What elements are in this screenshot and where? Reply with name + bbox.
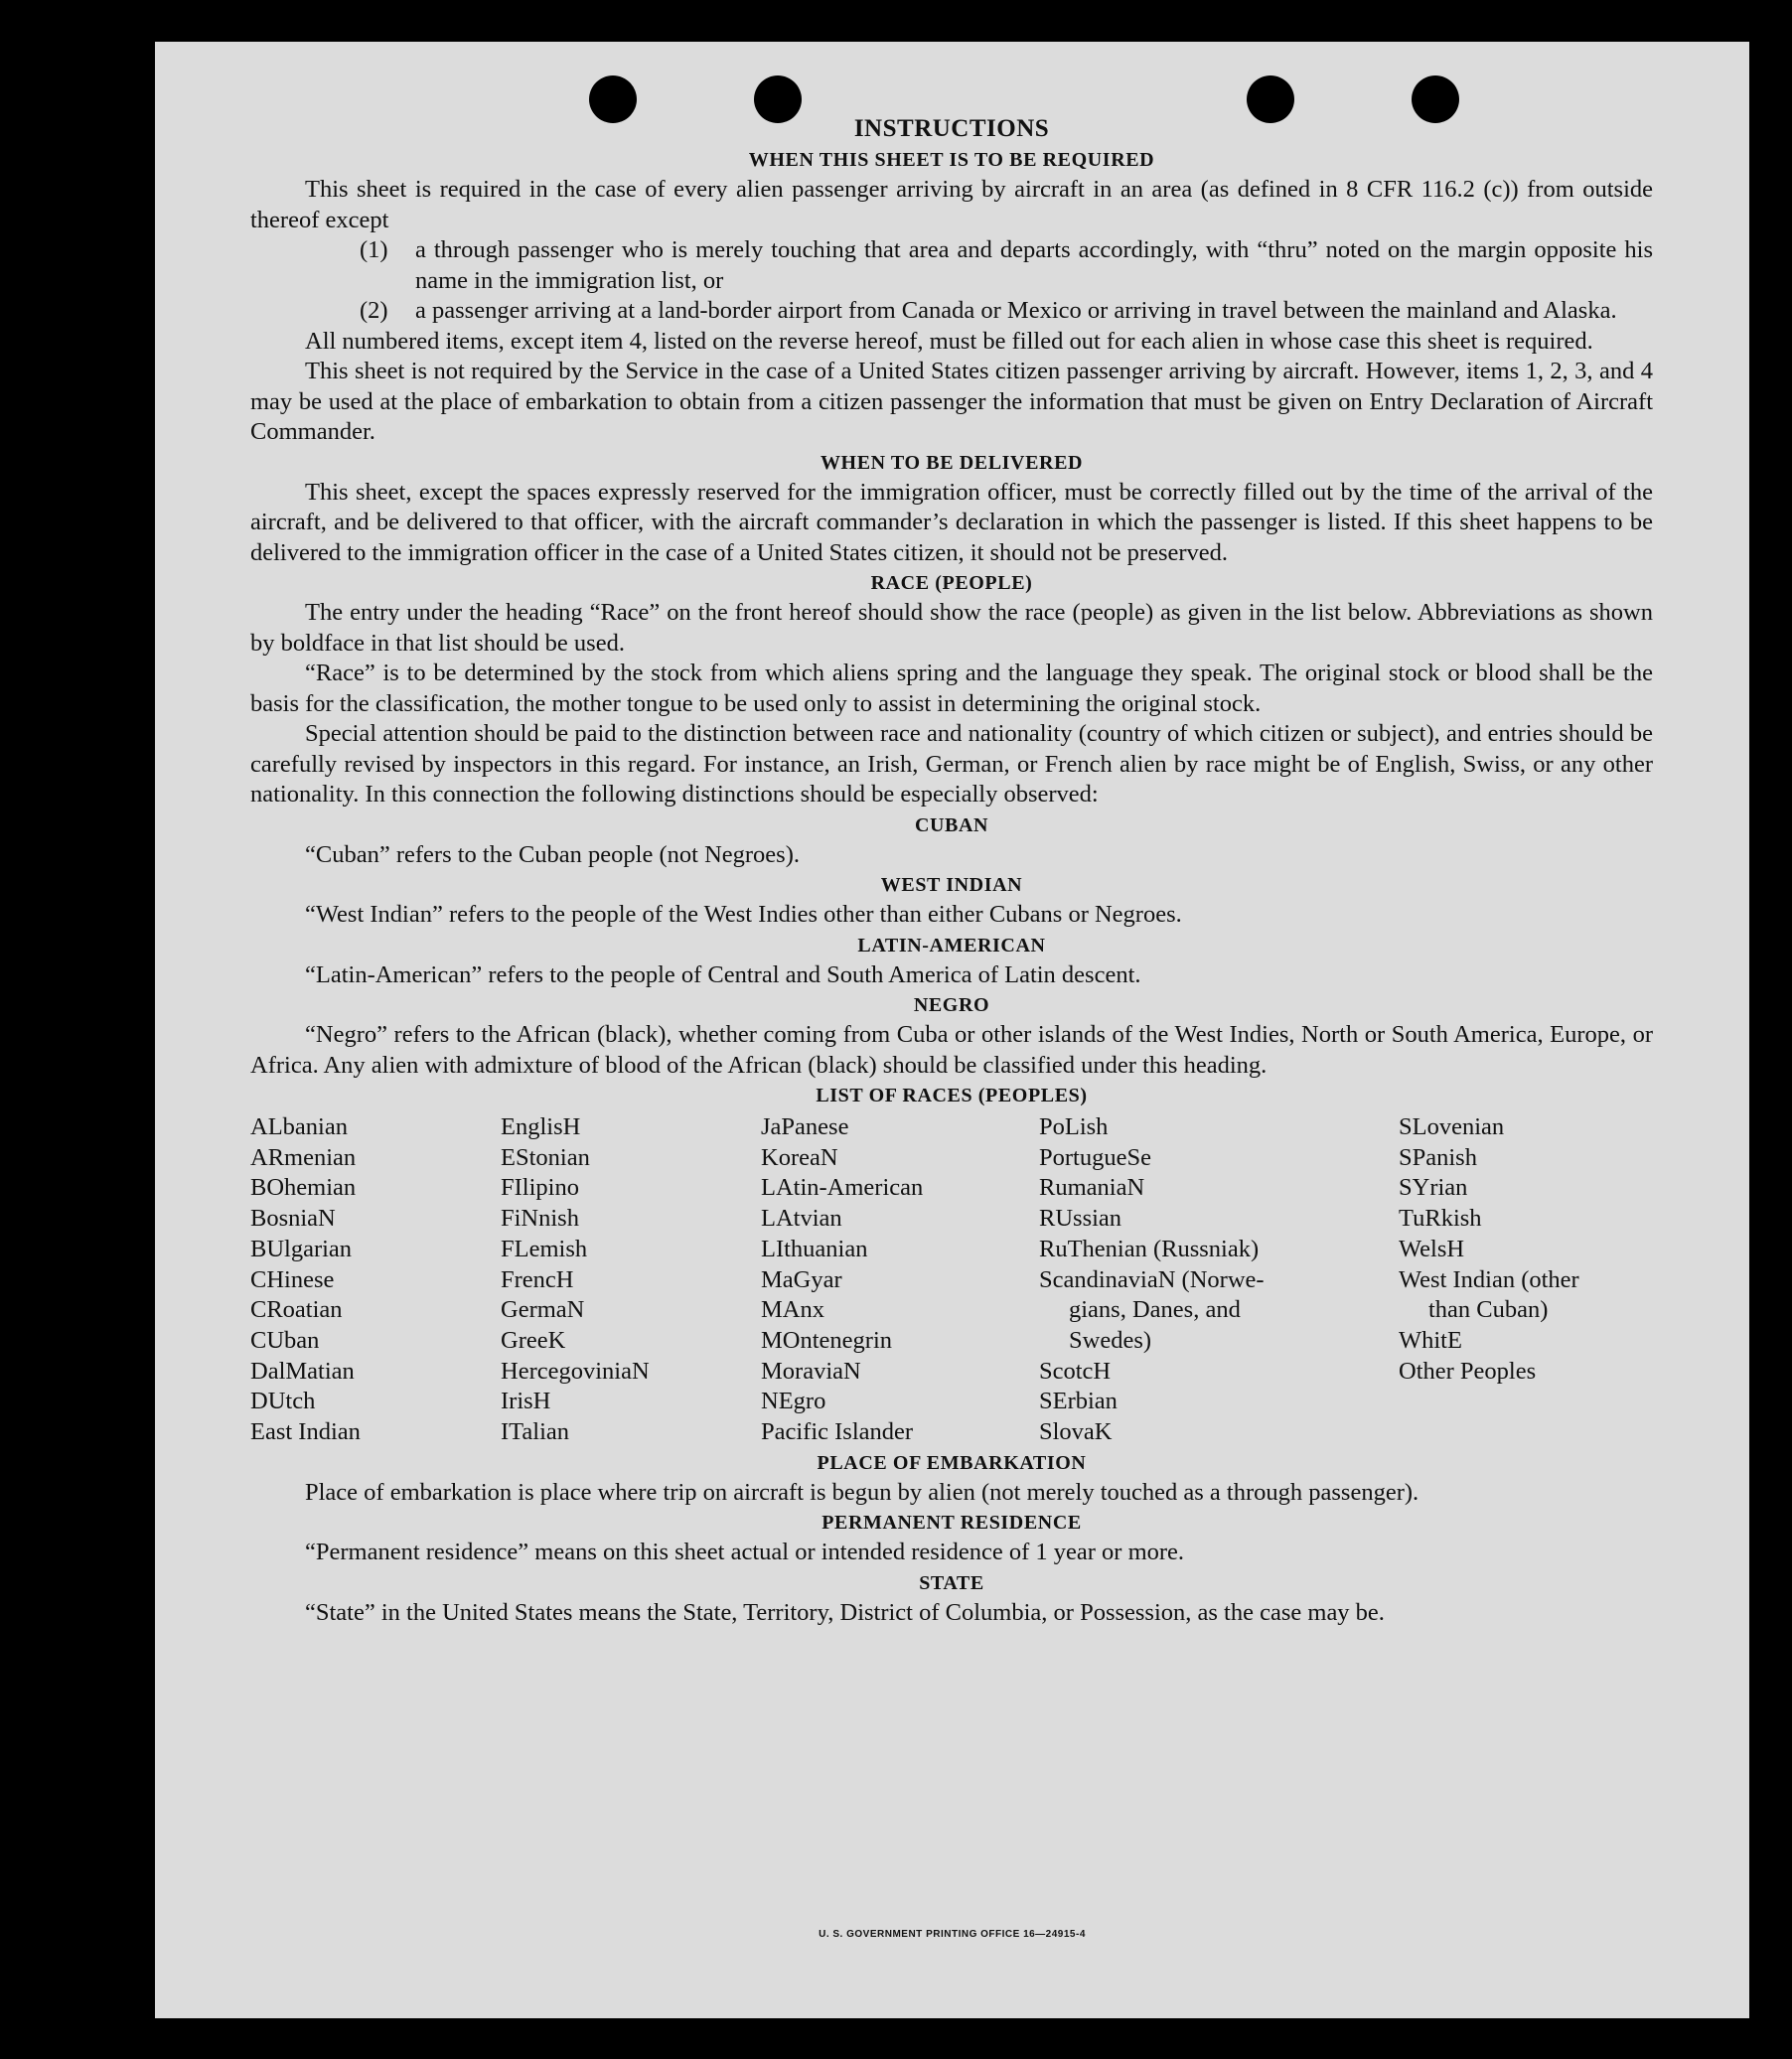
race-item: NEgro xyxy=(761,1388,826,1415)
race-item: WelsH xyxy=(1399,1235,1465,1262)
race-item: BOhemian xyxy=(250,1174,357,1202)
page-title: INSTRUCTIONS xyxy=(853,115,1050,142)
paragraph: “West Indian” refers to the people of the West Indies other than either Cubans or Negroes. xyxy=(305,901,1182,928)
section-heading-required: WHEN THIS SHEET IS TO BE REQUIRED xyxy=(748,149,1155,171)
race-item: GreeK xyxy=(501,1326,566,1354)
race-item: EStonian xyxy=(501,1143,590,1171)
form-sheet xyxy=(155,42,1749,2018)
race-item: RumaniaN xyxy=(1039,1174,1145,1202)
section-heading-latin-american: LATIN-AMERICAN xyxy=(857,934,1046,956)
section-heading-race: RACE (PEOPLE) xyxy=(870,572,1033,594)
race-item: CRoatian xyxy=(250,1296,343,1324)
race-item: IrisH xyxy=(501,1388,551,1415)
section-heading-cuban: CUBAN xyxy=(914,813,989,836)
race-item: SPanish xyxy=(1399,1143,1477,1171)
paragraph: “Cuban” refers to the Cuban people (not Negroes). xyxy=(305,840,800,868)
paragraph: The entry under the heading “Race” on the front hereof should show the race (people) as given in the list below. Abbreviations as shown by boldface in that list should be used. xyxy=(250,599,1653,657)
race-item: PortugueSe xyxy=(1039,1143,1151,1171)
race-item-continuation: Swedes) xyxy=(1069,1326,1152,1354)
race-item: MoraviaN xyxy=(761,1357,861,1385)
race-item: East Indian xyxy=(250,1418,361,1446)
race-item: DUtch xyxy=(250,1388,316,1415)
race-item: ITalian xyxy=(501,1418,570,1446)
race-item: Other Peoples xyxy=(1399,1357,1537,1385)
paragraph: “Negro” refers to the African (black), whether coming from Cuba or other islands of the West Indies, North or South America, Europe, or Africa. Any alien with admixture of blood of the African (black) should be classified under this heading. xyxy=(250,1021,1653,1079)
race-item: ScandinaviaN (Norwe- xyxy=(1039,1265,1265,1293)
races-column xyxy=(501,1112,761,1448)
race-item: PoLish xyxy=(1039,1113,1109,1140)
race-item: CUban xyxy=(250,1326,320,1354)
race-item: FLemish xyxy=(501,1235,588,1262)
race-item: RuThenian (Russniak) xyxy=(1039,1235,1260,1262)
paragraph: All numbered items, except item 4, listed on the reverse hereof, must be filled out for each alien in whose case this sheet is required. xyxy=(305,327,1593,355)
exception-text: a passenger arriving at a land-border airport from Canada or Mexico or arriving in travel between the mainland and Alaska. xyxy=(415,297,1617,324)
race-item: KoreaN xyxy=(761,1143,838,1171)
exception-text: a through passenger who is merely touching that area and departs accordingly, with “thru” noted on the margin opposite his name in the immigration list, or xyxy=(415,236,1653,294)
race-item: ALbanian xyxy=(250,1113,348,1140)
race-item-continuation: than Cuban) xyxy=(1428,1296,1549,1324)
race-item: SLovenian xyxy=(1399,1113,1505,1140)
race-item: JaPanese xyxy=(761,1113,849,1140)
section-heading-negro: NEGRO xyxy=(913,994,990,1016)
paragraph: This sheet, except the spaces expressly reserved for the immigration officer, must be correctly filled out by the time of the arrival of the aircraft, and be delivered to that officer, with the aircraft commander’s declaration in which the passenger is listed. If this sheet happens to be delivered to the immigration officer in the case of a United States citizen, it should not be preserved. xyxy=(250,478,1653,566)
race-item xyxy=(1039,1326,1399,1357)
race-item: ARmenian xyxy=(250,1143,357,1171)
race-item xyxy=(1039,1295,1399,1326)
race-item: WhitE xyxy=(1399,1326,1462,1354)
race-item: LAtin-American xyxy=(761,1174,924,1202)
race-item: RUssian xyxy=(1039,1205,1122,1233)
race-item: MOntenegrin xyxy=(761,1326,892,1354)
race-item: EnglisH xyxy=(501,1113,581,1140)
paragraph: Place of embarkation is place where trip on aircraft is begun by alien (not merely touched as a through passenger). xyxy=(305,1478,1419,1506)
paragraph: “Permanent residence” means on this sheet actual or intended residence of 1 year or more. xyxy=(305,1539,1185,1566)
race-item: MAnx xyxy=(761,1296,824,1324)
race-item: HercegoviniaN xyxy=(501,1357,650,1385)
race-item: BUlgarian xyxy=(250,1235,353,1262)
races-list xyxy=(250,1112,1653,1448)
race-item: LAtvian xyxy=(761,1205,842,1233)
race-item: West Indian (other xyxy=(1399,1265,1579,1293)
races-column xyxy=(761,1112,1039,1448)
race-item: DalMatian xyxy=(250,1357,355,1385)
races-column xyxy=(250,1112,501,1448)
paragraph: This sheet is required in the case of every alien passenger arriving by aircraft in an area (as defined in 8 CFR 116.2 (c)) from outside thereof except xyxy=(250,176,1653,233)
race-item: GermaN xyxy=(501,1296,585,1324)
section-heading-races-list: LIST OF RACES (PEOPLES) xyxy=(816,1085,1088,1106)
exception-item xyxy=(250,296,1653,327)
race-item: FIlipino xyxy=(501,1174,579,1202)
race-item: FrencH xyxy=(501,1265,574,1293)
paragraph: This sheet is not required by the Service in the case of a United States citizen passenger arriving by aircraft. However, items 1, 2, 3, and 4 may be used at the place of embarkation to obtain from a citizen passenger the information that must be given on Entry Declaration of Aircraft Commander. xyxy=(250,358,1653,445)
races-column xyxy=(1039,1112,1399,1448)
race-item: Pacific Islander xyxy=(761,1418,914,1446)
paragraph: “Latin-American” refers to the people of Central and South America of Latin descent. xyxy=(305,960,1141,988)
instructions-content xyxy=(250,113,1653,1628)
exception-number: (1) xyxy=(360,236,388,263)
race-item: SYrian xyxy=(1399,1174,1468,1202)
race-item: SlovaK xyxy=(1039,1418,1113,1446)
section-heading-delivered: WHEN TO BE DELIVERED xyxy=(820,451,1084,474)
race-item: ScotcH xyxy=(1039,1357,1112,1385)
exception-item xyxy=(250,235,1653,296)
paragraph: Special attention should be paid to the distinction between race and nationality (country of which citizen or subject), and entries should be carefully revised by inspectors in this regard. For instance, an Irish, German, or French alien by race might be of English, Swiss, or any other nationality. In this connection the following distinctions should be especially observed: xyxy=(250,720,1653,808)
section-heading-west-indian: WEST INDIAN xyxy=(880,874,1023,896)
section-heading-state: STATE xyxy=(919,1571,984,1594)
race-item-continuation: gians, Danes, and xyxy=(1069,1296,1241,1324)
race-item: FiNnish xyxy=(501,1205,579,1233)
race-item: MaGyar xyxy=(761,1265,842,1293)
races-column xyxy=(1399,1112,1653,1448)
race-item: SErbian xyxy=(1039,1388,1118,1415)
race-item: TuRkish xyxy=(1399,1205,1482,1233)
printer-imprint: U. S. GOVERNMENT PRINTING OFFICE 16—24915-4 xyxy=(819,1929,1086,1940)
race-item: CHinese xyxy=(250,1265,335,1293)
race-item: LIthuanian xyxy=(761,1235,868,1262)
race-item xyxy=(1399,1295,1653,1326)
paragraph: “State” in the United States means the State, Territory, District of Columbia, or Possession, as the case may be. xyxy=(305,1598,1385,1626)
section-heading-embarkation: PLACE OF EMBARKATION xyxy=(817,1451,1087,1474)
exception-number: (2) xyxy=(360,297,388,324)
section-heading-residence: PERMANENT RESIDENCE xyxy=(821,1512,1082,1535)
race-item: BosniaN xyxy=(250,1205,336,1233)
paragraph: “Race” is to be determined by the stock from which aliens spring and the language they speak. The original stock or blood shall be the basis for the classification, the mother tongue to be used only to assist in determining the original stock. xyxy=(250,660,1653,717)
